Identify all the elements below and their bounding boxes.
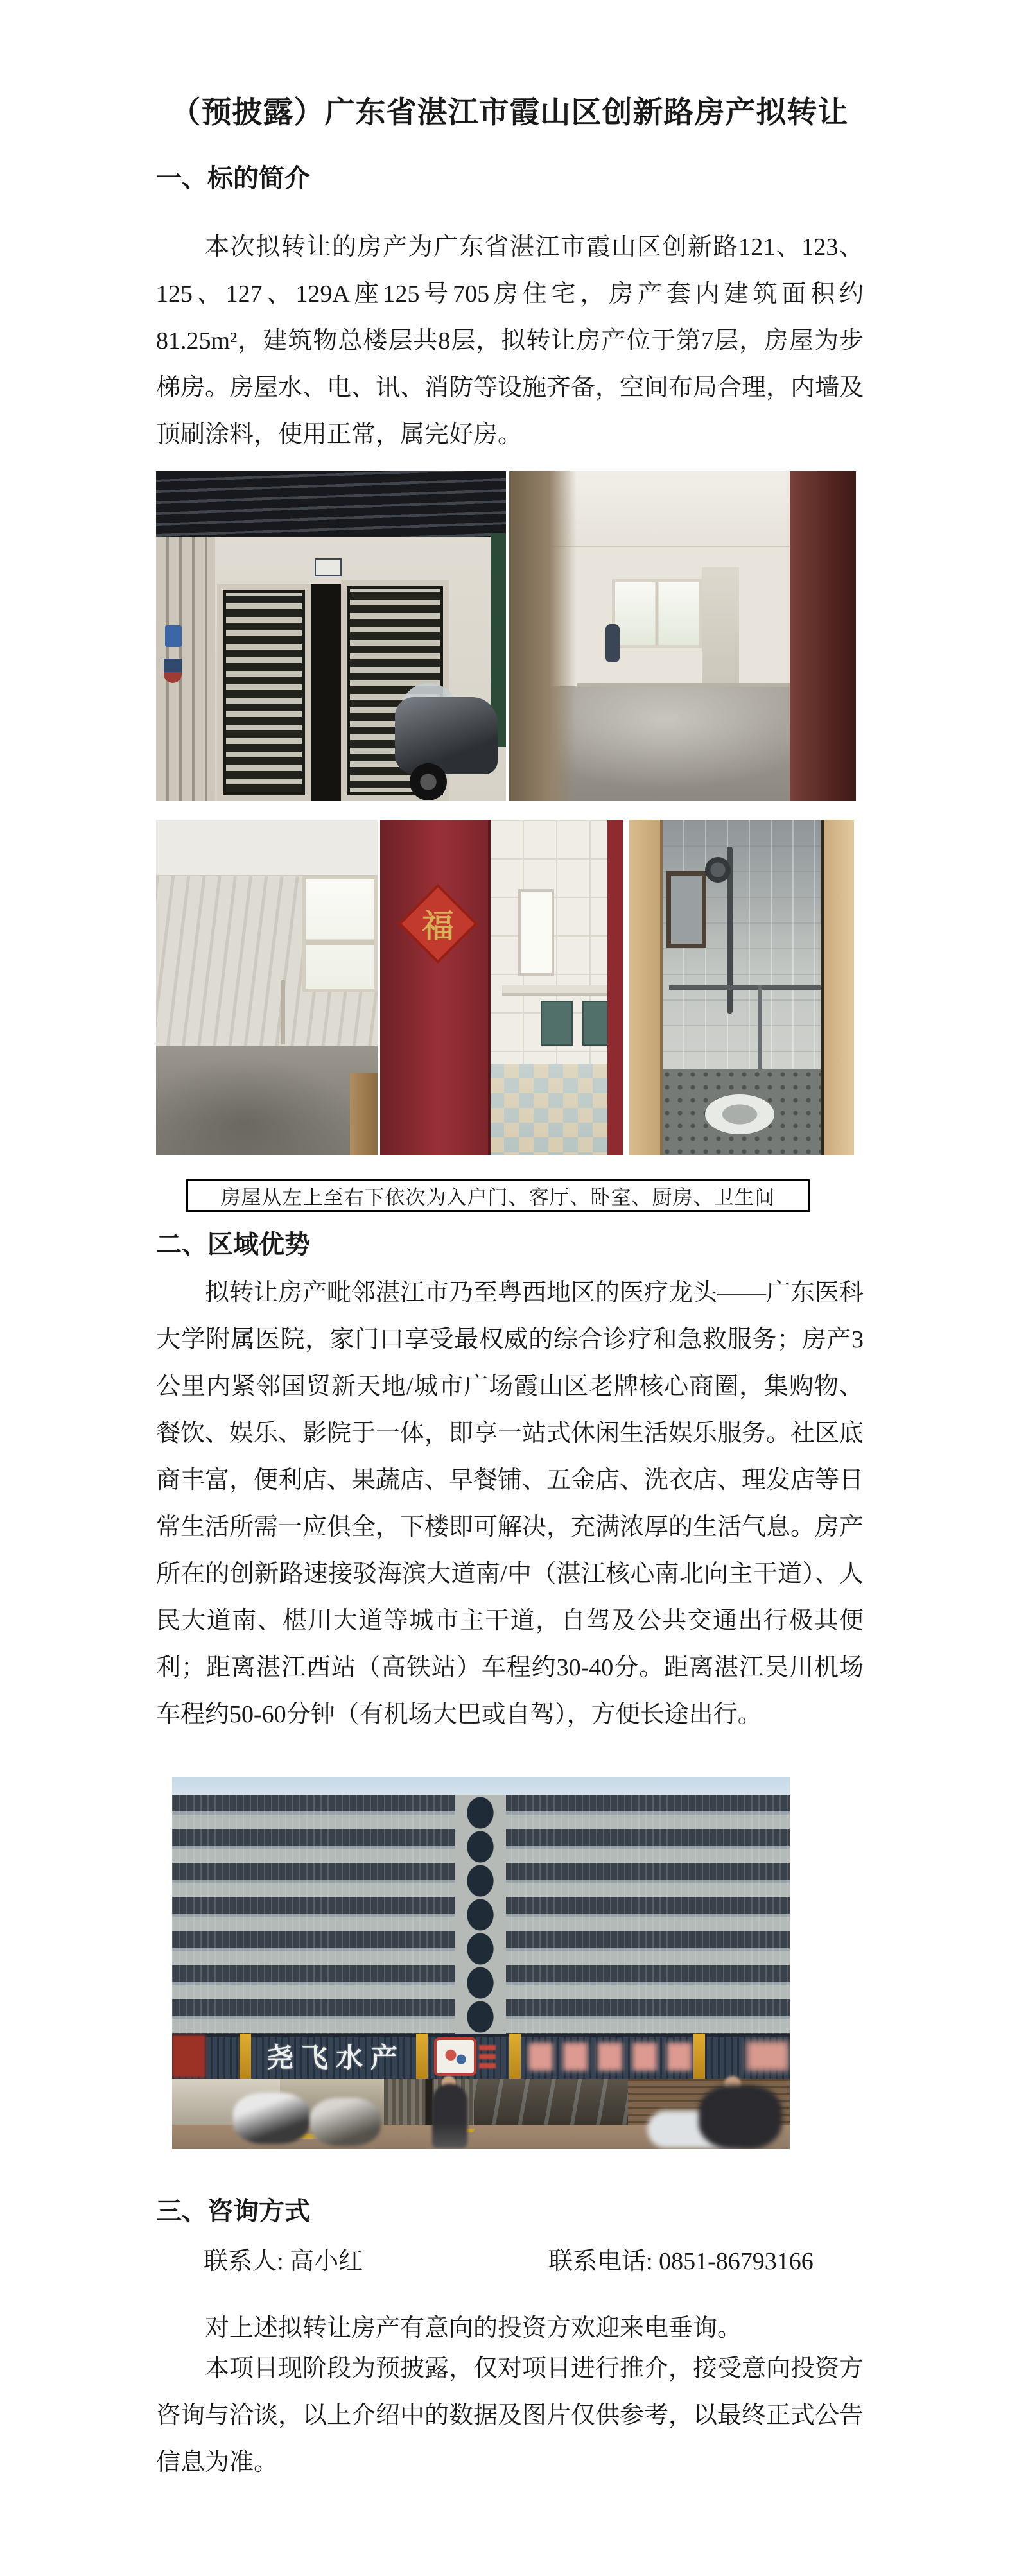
section-2-paragraph: 拟转让房产毗邻湛江市乃至粤西地区的医疗龙头——广东医科大学附属医院，家门口享受最权威的综合诊疗和急救服务；房产3公里内紧邻国贸新天地/城市广场霞山区老牌核心商圈，集购物、餐饮、娱乐、影院于一体，即享一站式休闲生活娱乐服务。社区底商丰富，便利店、果蔬店、早餐铺、五金店、洗衣店、理发店等日常生活所需一应俱全，下楼即可解决，充满浓厚的生活气息。房产所在的创新路速接驳海滨大道南/中（湛江核心南北向主干道）、人民大道南、椹川大道等城市主干道，自驾及公共交通出行极其便利；距离湛江西站（高铁站）车程约30-40分。距离湛江吴川机场车程约50-60分钟（有机场大巴或自驾），方便长途出行。 (156, 1279, 864, 1728)
contact-phone (548, 2238, 814, 2285)
living-room-window (612, 579, 702, 648)
bedroom-floor (156, 1046, 378, 1155)
right-pink-sign (747, 2041, 788, 2071)
bedroom-window (302, 876, 378, 992)
building-stairwell-column (455, 1795, 506, 2034)
pedestrian (432, 2084, 467, 2148)
parked-scooter (233, 2093, 310, 2144)
living-room-left-wall (509, 471, 577, 801)
photo-entrance-door (156, 471, 506, 801)
bathroom-drain-pipe (758, 985, 762, 1075)
closing-paragraph-2: 本项目现阶段为预披露，仅对项目进行推介，接受意向投资方咨询与洽谈，以上介绍中的数据及图片仅供参考，以最终正式公告信息为准。 (156, 2355, 864, 2476)
bathroom-horizontal-pipe (669, 985, 822, 990)
contact-person-label: 联系人: (204, 2248, 290, 2275)
bathroom-shower-head (705, 857, 731, 883)
section-1-heading: 一、标的简介 (156, 164, 310, 193)
bedroom-ceiling (156, 820, 378, 876)
kitchen-door-frame (607, 820, 623, 1155)
section-3-heading: 三、咨询方式 (156, 2197, 310, 2226)
photo-bathroom (629, 820, 854, 1155)
photo-building-exterior (172, 1777, 790, 2149)
shop-logo-small-text (479, 2045, 496, 2071)
sign-yellow-stripe (509, 2034, 521, 2079)
living-room-door-edge (790, 471, 856, 801)
entrance-house-number-plate (315, 558, 342, 576)
motorbike-body (395, 697, 498, 774)
page-title: （预披露）广东省湛江市霞山区创新路房产拟转让 (170, 96, 849, 130)
living-room-figure (605, 624, 620, 662)
kitchen-checker-floor (489, 1064, 623, 1155)
photo-kitchen (380, 820, 623, 1155)
seafood-shop-sign: 尧飞水产 (266, 2044, 405, 2073)
bedroom-wood-object (350, 1073, 378, 1155)
entrance-awning (156, 471, 506, 537)
photo-caption-box (186, 1179, 810, 1212)
living-room-skirting (577, 683, 792, 687)
parked-scooter (310, 2098, 381, 2146)
shop-logo-sign (434, 2037, 476, 2076)
section-1-paragraph: 本次拟转让的房产为广东省湛江市霞山区创新路121、123、125、127、129A座125号705房住宅，房产套内建筑面积约81.25m²，建筑物总楼层共8层，拟转让房产位于第7层，房屋为步梯房。房屋水、电、讯、消防等设施齐备，空间布局合理，内墙及顶刷涂料，使用正常，属完好房。 (156, 234, 864, 448)
bathroom-squat-toilet (705, 1094, 774, 1134)
kitchen-cabinet-door (541, 1001, 573, 1046)
kitchen-red-door (380, 820, 491, 1155)
photo-bedroom (156, 820, 378, 1155)
motorbike-wheel (410, 763, 447, 800)
section-2-heading: 二、区域优势 (156, 1230, 310, 1259)
photo-caption-text: 房屋从左上至右下依次为入户门、客厅、卧室、厨房、卫生间 (220, 1186, 776, 1209)
contact-person-name: 高小红 (290, 2248, 363, 2275)
closing-paragraph-1: 对上述拟转让房产有意向的投资方欢迎来电垂询。 (205, 2315, 742, 2342)
pink-restaurant-sign (528, 2043, 702, 2071)
contact-phone-label: 联系电话: (548, 2248, 659, 2275)
contact-line (156, 2238, 864, 2285)
bathroom-wall-frame (666, 871, 706, 948)
photo-living-room (509, 471, 856, 801)
sign-yellow-stripe (416, 2034, 428, 2079)
entrance-doorway-opening (311, 584, 341, 801)
entrance-shield-sign (164, 659, 182, 683)
kitchen-window (518, 889, 554, 976)
sign-yellow-stripe (240, 2034, 251, 2079)
left-red-shop-sign (172, 2035, 205, 2077)
contact-phone-number: 0851-86793166 (659, 2248, 814, 2275)
shopfront-glass (474, 2079, 628, 2125)
bedroom-wall-pipe (281, 980, 285, 1044)
kitchen-counter (502, 985, 623, 996)
motion-blurred-rider (699, 2085, 782, 2149)
fu-character: 福 (422, 908, 454, 944)
entrance-blue-sign (165, 625, 182, 647)
entrance-gate-left (217, 584, 311, 801)
bathroom-door-frame-left (629, 820, 663, 1155)
bathroom-door-frame-right (821, 820, 854, 1155)
